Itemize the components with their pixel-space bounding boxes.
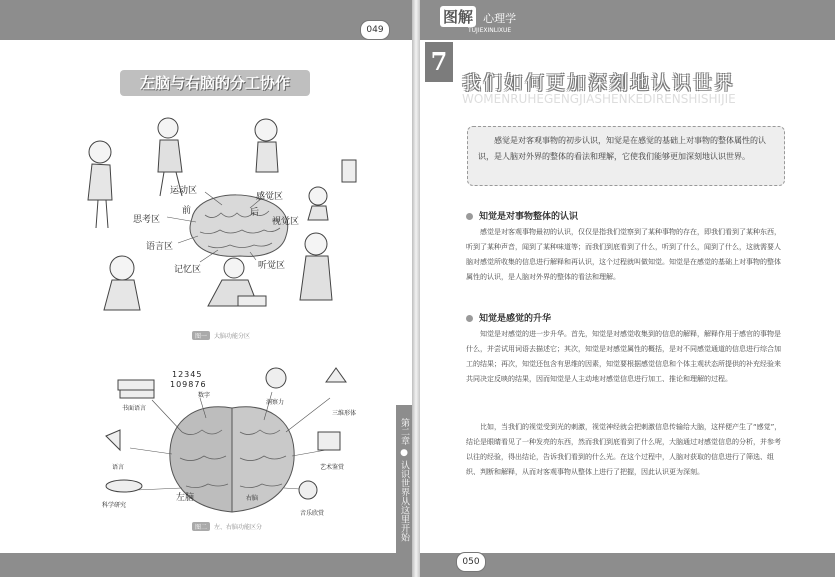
logo-pinyin: TUJIEXINLIXUE	[468, 27, 512, 34]
section2-heading-text: 知觉是感觉的升华	[479, 314, 552, 324]
label-3d-shapes: 三维形体	[332, 410, 357, 417]
label-memory-area: 记忆区	[174, 265, 202, 275]
logo-main: 图解	[440, 6, 476, 27]
label-sensory-area: 感觉区	[256, 192, 284, 202]
section2-heading	[466, 311, 551, 324]
section2-paragraph-2: 比如，当我们的视觉受到光的刺激，视觉神经就会把刺激信息传输给大脑，这样便产生了“感觉”，结论是眼睛看见了一种发亮的东西，然而我们到底看到了什么呢，大脑通过对感觉信息的分析，并参考以往的经验，得出结论，告诉我们看到的什么光。在这个过程中，人脑对获取的信息进行了筛选、组织、判断和解释，从而对客观事物从整体上进行了把握，因此认识更为深刻。	[466, 423, 782, 476]
label-speech: 语言	[112, 464, 125, 471]
numbers-text-row2: 109876	[170, 380, 207, 389]
figure2-caption-text: 左、右脑功能区分	[214, 524, 263, 531]
label-numbers: 数字	[198, 392, 211, 399]
left-bottom-bar	[0, 553, 412, 577]
book-spine	[412, 0, 420, 577]
label-written-language: 书面语言	[122, 405, 147, 412]
section-title: 左脑与右脑的分工协作	[120, 70, 310, 96]
label-hearing-area: 听觉区	[258, 261, 286, 271]
chapter-title: 我们如何更加深刻地认识世界	[462, 72, 736, 94]
figure1-caption-tag: 图一	[192, 331, 210, 340]
figure1-caption	[192, 331, 250, 340]
book-logo	[440, 6, 516, 34]
brain-figure-2	[0, 340, 412, 540]
label-right-brain: 右脑	[246, 495, 259, 502]
chapter-number: 7	[425, 42, 453, 82]
figure2-caption-tag: 图二	[192, 522, 210, 531]
label-art-appreciation: 艺术鉴赏	[320, 464, 345, 471]
section1-heading-text: 知觉是对事物整体的认识	[479, 212, 579, 222]
section1-paragraph: 感觉是对客观事物最初的认识，仅仅是指我们觉察到了某种事物的存在，即我们看到了某种东西，听到了某种声音，闻到了某种味道等；而我们到底看到了什么，听到了什么，闻到了什么，这就需要人脑对感觉所收集的信息进行解释和再认识，这个过程就叫做知觉。知觉是在感觉的基础上对事物的整体属性的认识，是人脑对外界的整体的看法和理解。	[466, 228, 781, 281]
right-page-number: 050	[456, 552, 486, 572]
label-music-appreciation: 音乐欣赏	[300, 510, 325, 517]
section1-heading	[466, 209, 578, 222]
chapter-intro: 感觉是对客观事物的初步认识，知觉是在感觉的基础上对事物的整体属性的认识，是人脑对外界的整体的看法和理解，它使我们能够更加深刻地认识世界。	[467, 126, 785, 186]
label-insight: 洞察力	[266, 399, 285, 406]
bullet-dot	[466, 213, 473, 220]
figure2-caption	[192, 522, 262, 531]
label-visual-area: 视觉区	[272, 217, 300, 227]
figure1-caption-text: 大脑功能分区	[214, 333, 251, 340]
section2-paragraph: 知觉是对感觉的进一步升华。首先，知觉是对感觉收集到的信息的解释，解释作用于感官的事物是什么，并尝试用词语去描述它；其次，知觉是对感觉属性的概括，是对不同感觉通道的信息进行综合加工的结果；再次，知觉还包含有思维的因素，知觉要根据感觉信息和个体主观状态所提供的补充经验来共同决定反映的结果，因而知觉是人主动地对感觉信息进行加工、推论和理解的过程。	[466, 330, 781, 383]
label-left-brain: 左脑	[176, 493, 195, 503]
left-page	[0, 0, 412, 577]
label-front: 前	[182, 206, 192, 216]
label-science-research: 科学研究	[102, 502, 127, 509]
numbers-text-row1: 12345	[172, 370, 203, 379]
chapter-pinyin: WOMENRUHEGENGJIASHENKEDIRENSHISHIJIE	[462, 92, 736, 106]
bullet-dot	[466, 315, 473, 322]
left-page-number: 049	[360, 20, 390, 40]
chapter-side-tab: 第二章 ● 认识世界从这里开始	[396, 405, 412, 555]
label-back: 后	[250, 208, 260, 218]
label-language-area: 语言区	[146, 242, 174, 252]
logo-sub: 心理学	[483, 12, 517, 25]
label-thinking-area: 思考区	[133, 215, 161, 225]
brain-figure-1	[0, 0, 412, 330]
label-motor-area: 运动区	[170, 186, 198, 196]
